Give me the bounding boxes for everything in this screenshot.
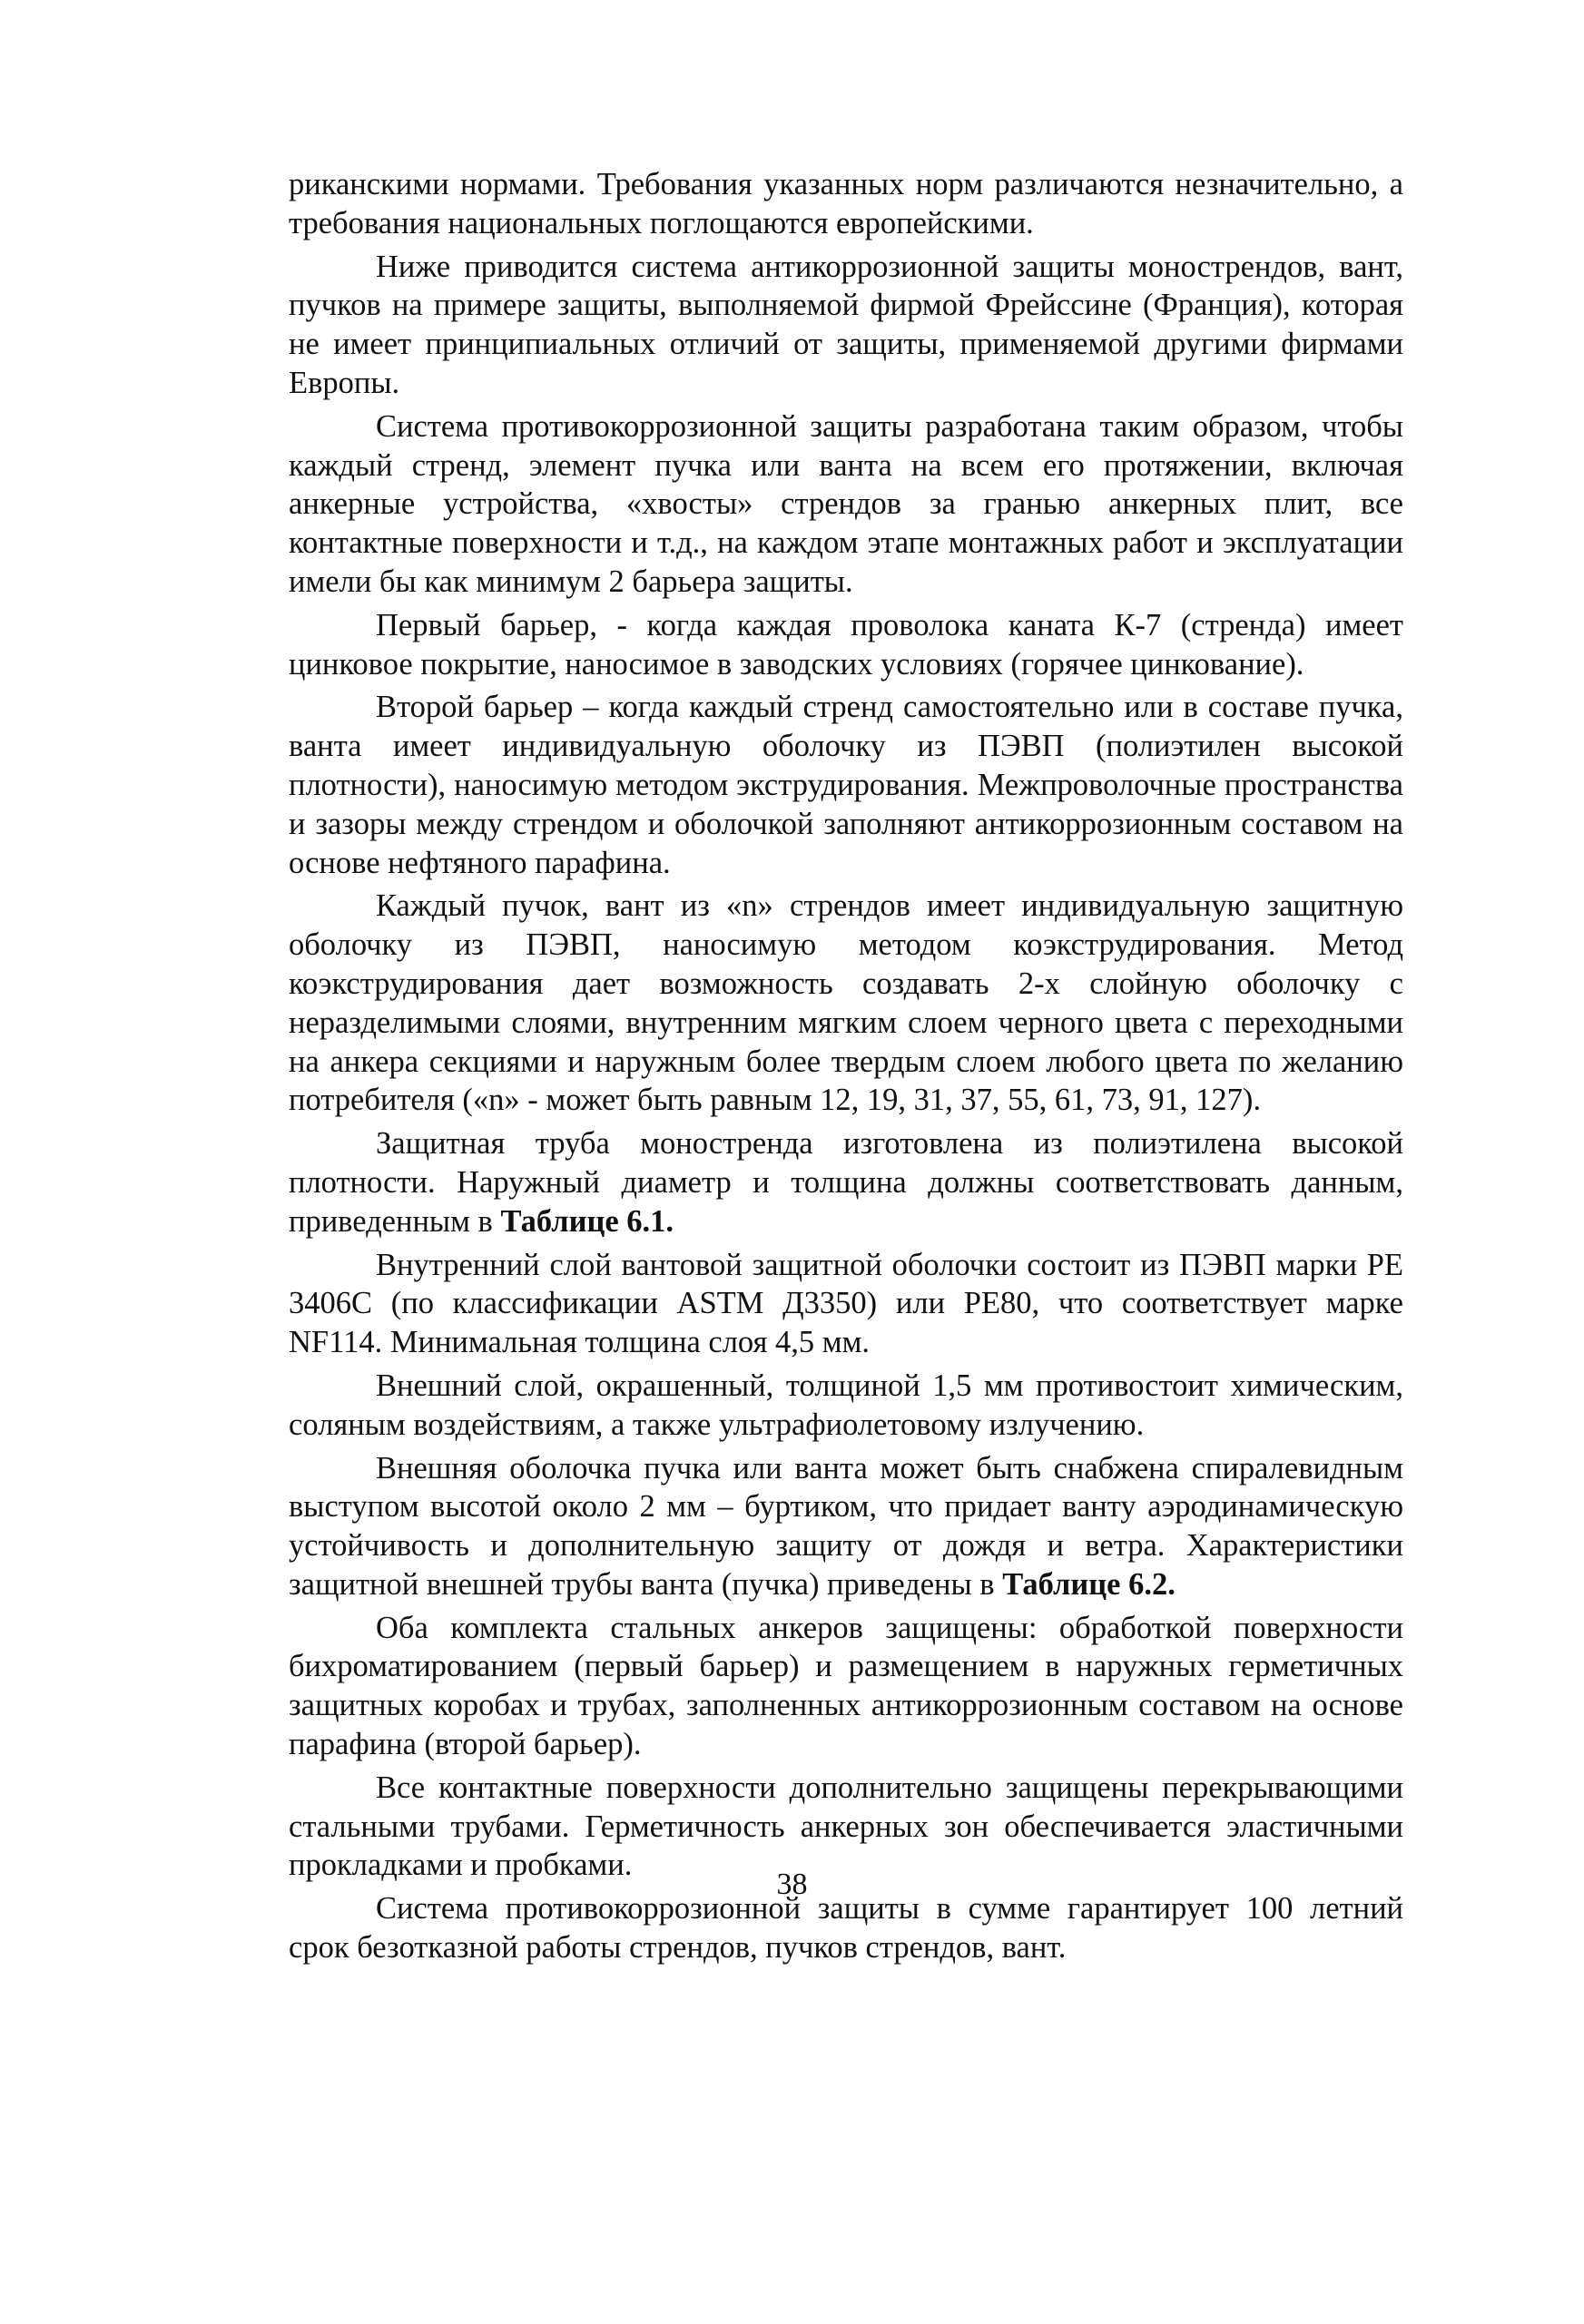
paragraph-1: риканскими нормами. Требования указанных норм различаются незначительно, а требования национальных поглощаются европейскими. bbox=[289, 167, 1403, 240]
paragraph-13: Система противокоррозионной защиты в сумме гарантирует 100 летний срок безотказной работы стрендов, пучков стрендов, вант. bbox=[289, 1891, 1403, 1966]
paragraph-12: Все контактные поверхности дополнительно защищены перекрывающими стальными трубами. Герметичность анкерных зон обеспечивается эластичными прокладками и пробками. bbox=[289, 1770, 1403, 1883]
paragraph-9: Внешний слой, окрашенный, толщиной 1,5 мм противостоит химическим, соляным воздействиям, а также ультрафиолетовому излучению. bbox=[289, 1368, 1403, 1442]
paragraph-10-text: Внешняя оболочка пучка или ванта может быть снабжена спиралевидным выступом высотой около 2 мм – буртиком, что придает ванту аэродинамическую устойчивость и дополнительную защиту от дождя и ветра. Характеристики защитной внешней трубы ванта (пучка) приведены в bbox=[289, 1450, 1403, 1602]
paragraph-3: Система противокоррозионной защиты разработана таким образом, чтобы каждый стренд, элемент пучка или ванта на всем его протяжении, включая анкерные устройства, «хвосты» стрендов за гранью анкерных плит, все контактные поверхности и т.д., на каждом этапе монтажных работ и эксплуатации имели бы как минимум 2 барьера защиты. bbox=[289, 408, 1403, 599]
table-6-2-reference: Таблице 6.2. bbox=[1002, 1566, 1176, 1602]
paragraph-8: Внутренний слой вантовой защитной оболочки состоит из ПЭВП марки PE 3406С (по классификации ASTM Д3350) или PE80, что соответствует марке NF114. Минимальная толщина слоя 4,5 мм. bbox=[289, 1247, 1403, 1360]
paragraph-6: Каждый пучок, вант из «n» стрендов имеет индивидуальную защитную оболочку из ПЭВП, наносимую методом коэкструдирования. Метод коэкструдирования дает возможность создавать 2-х слойную оболочку с неразделимыми слоями, внутренним мягким слоем черного цвета с переходными на анкера секциями и наружным более твердым слоем любого цвета по желанию потребителя («n» - может быть равным 12, 19, 31, 37, 55, 61, 73, 91, 127). bbox=[289, 888, 1403, 1118]
page-number: 38 bbox=[776, 1868, 808, 1901]
paragraph-10 bbox=[289, 1449, 1403, 1604]
paragraph-2: Ниже приводится система антикоррозионной защиты монострендов, вант, пучков на примере защиты, выполняемой фирмой Фрейссине (Франция), которая не имеет принципиальных отличий от защиты, применяемой другими фирмами Европы. bbox=[289, 249, 1403, 400]
paragraph-11: Оба комплекта стальных анкеров защищены: обработкой поверхности бихроматированием (первый барьер) и размещением в наружных герметичных защитных коробах и трубах, заполненных антикоррозионным составом на основе парафина (второй барьер). bbox=[289, 1610, 1403, 1762]
paragraph-7 bbox=[289, 1124, 1403, 1240]
document-body bbox=[289, 165, 1403, 1967]
paragraph-5: Второй барьер – когда каждый стренд самостоятельно или в составе пучка, ванта имеет индивидуальную оболочку из ПЭВП (полиэтилен высокой плотности), наносимую методом экструдирования. Межпроволочные пространства и зазоры между стрендом и оболочкой заполняют антикоррозионным составом на основе нефтяного парафина. bbox=[289, 690, 1403, 880]
paragraph-7-text: Защитная труба монострендa изготовлена из полиэтилена высокой плотности. Наружный диаметр и толщина должны соответствовать данным, приведенным в bbox=[289, 1126, 1403, 1239]
paragraph-4: Первый барьер, - когда каждая проволока каната К-7 (стренда) имеет цинковое покрытие, наносимое в заводских условиях (горячее цинкование). bbox=[289, 607, 1403, 682]
table-6-1-reference: Таблице 6.1. bbox=[500, 1203, 674, 1239]
